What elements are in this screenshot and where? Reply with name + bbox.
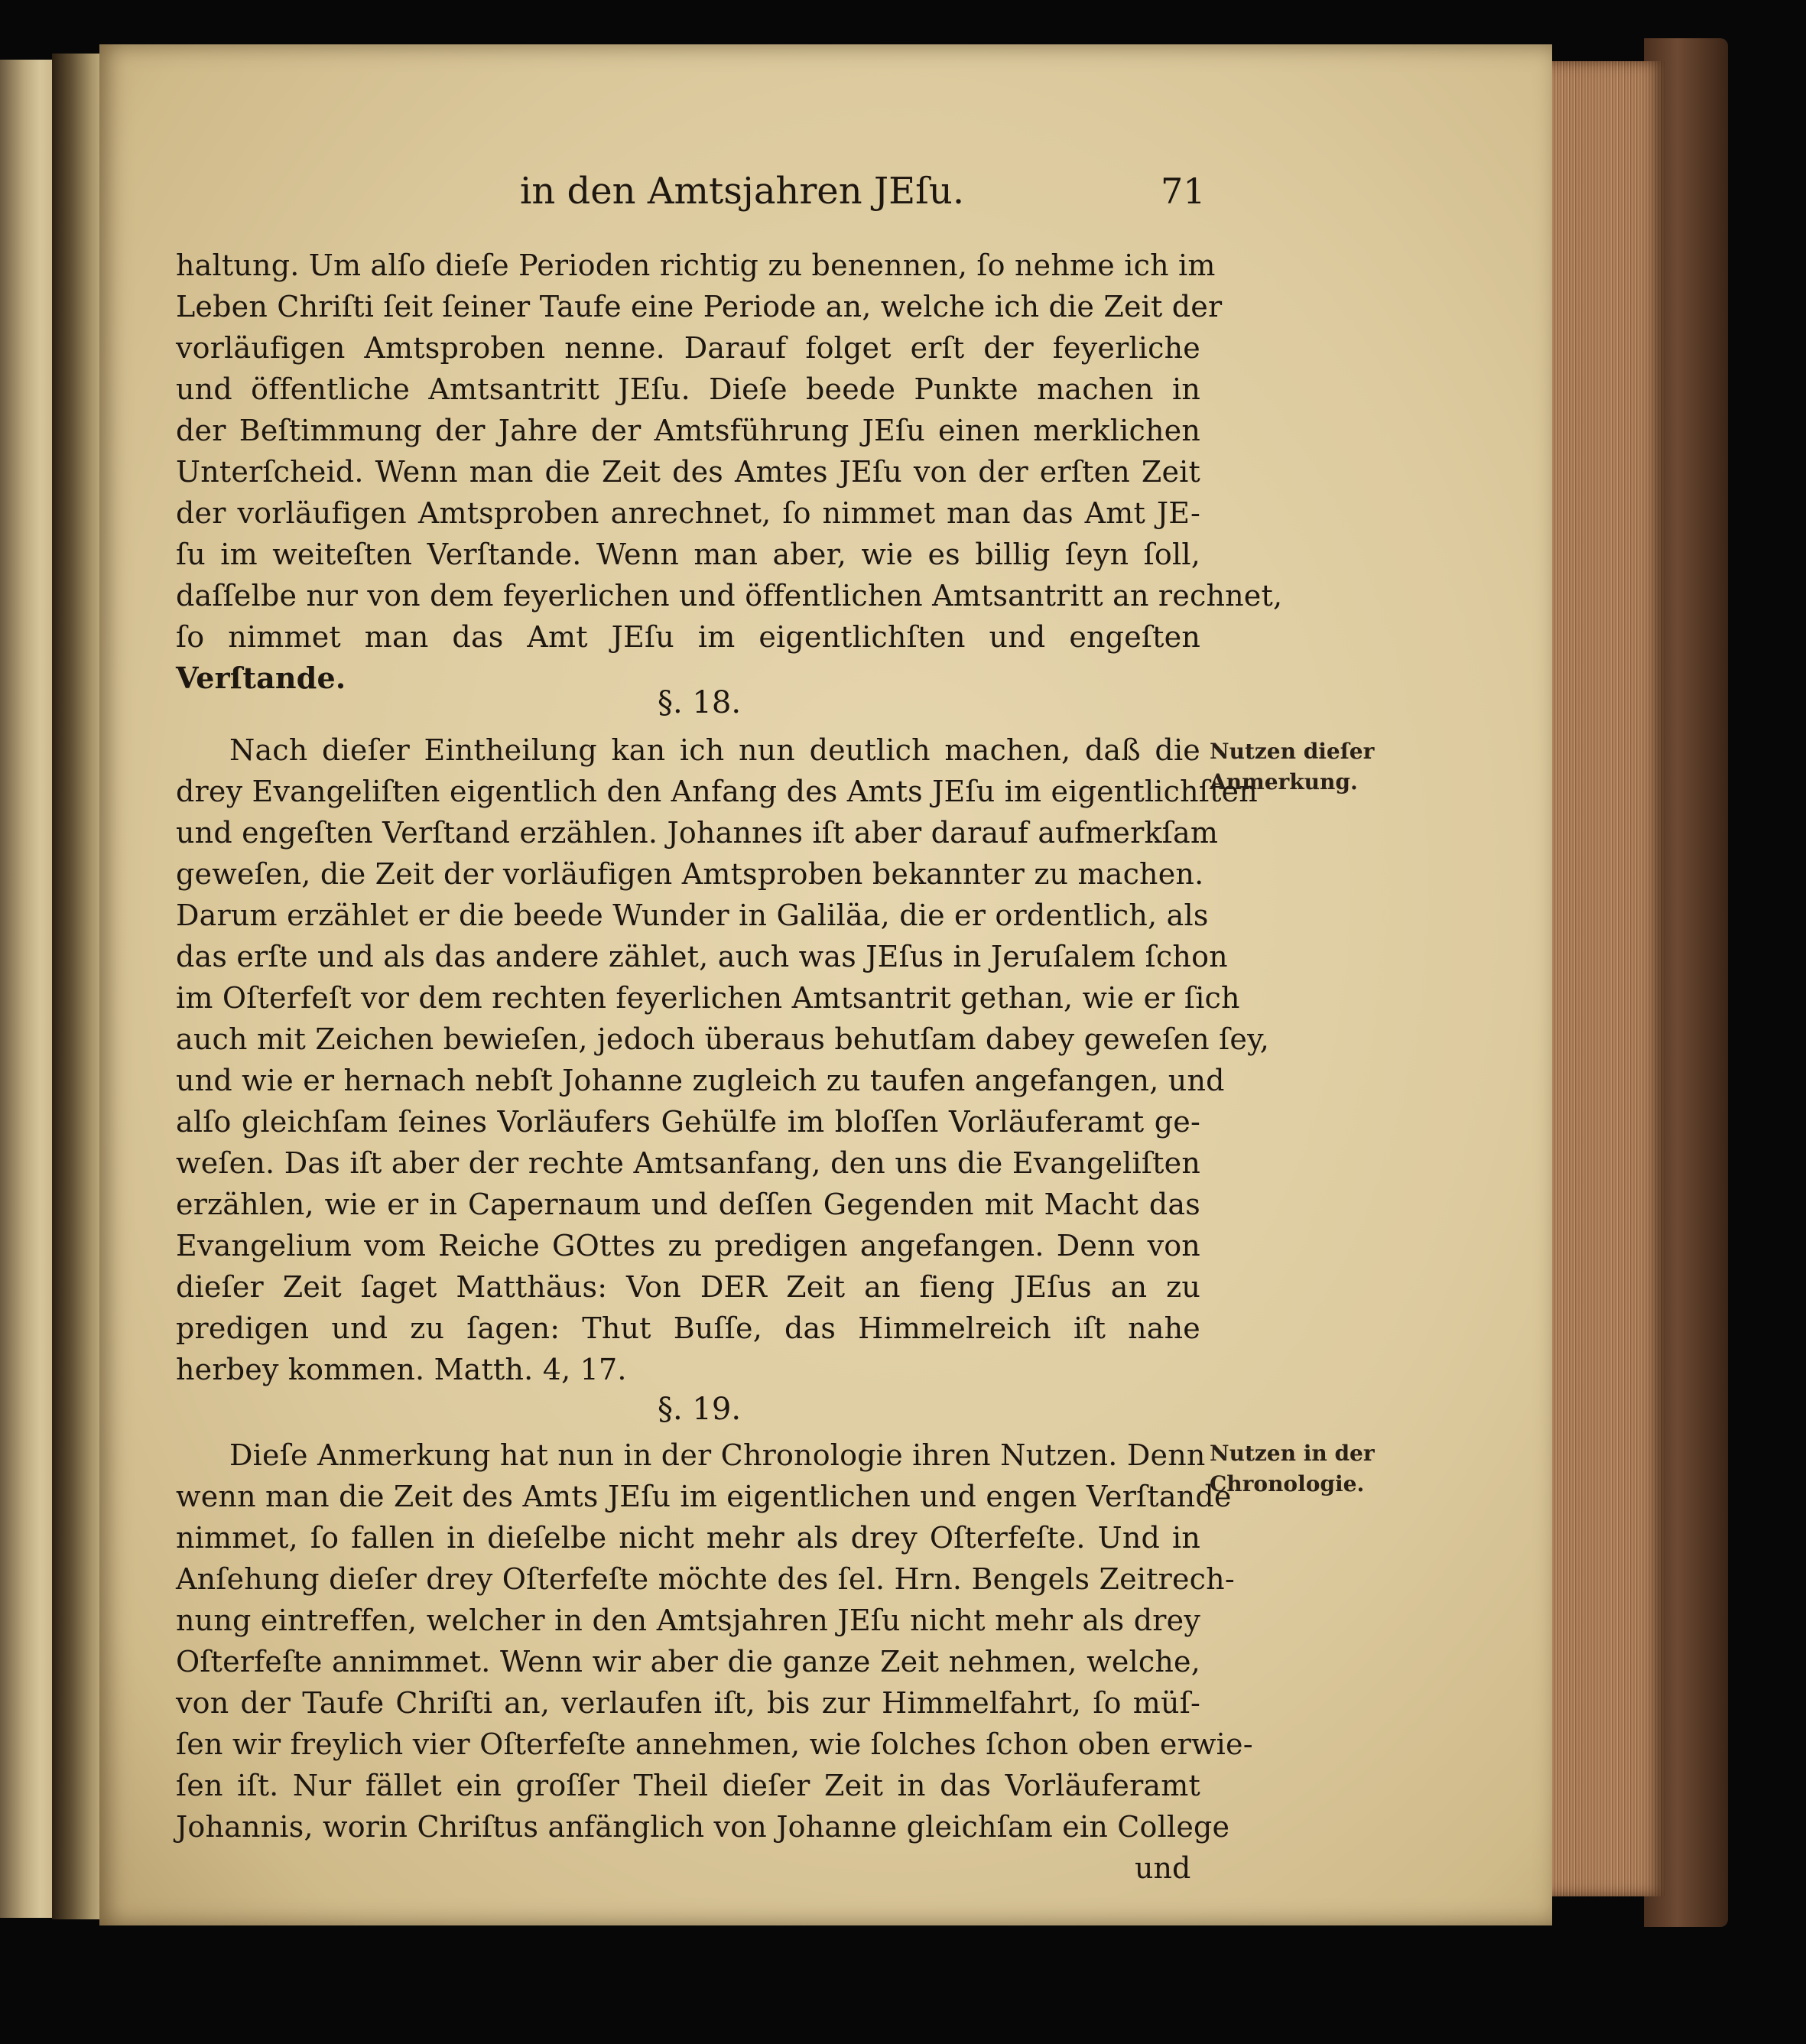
text-line: drey Evangeliſten eigentlich den Anfang des Amts JEſu im eigentlichſten: [176, 775, 1258, 808]
text-line: von der Taufe Chriſti an, verlaufen iſt, bis zur Himmelfahrt, ſo müſ-: [176, 1686, 1200, 1720]
margin-note-line: Nutzen dieſer: [1210, 739, 1375, 764]
page-fore-edge: [1538, 61, 1665, 1896]
text-line: dieſer Zeit ſaget Matthäus: Von DER Zeit an fieng JEſus an zu: [176, 1270, 1200, 1304]
text-line: Unterſcheid. Wenn man die Zeit des Amtes JEſu von der erſten Zeit: [176, 455, 1200, 489]
catchword: und: [1135, 1851, 1191, 1885]
text-line: erzählen, wie er in Capernaum und deſſen Gegenden mit Macht das: [176, 1188, 1200, 1221]
text-line: predigen und zu ſagen: Thut Buſſe, das Himmelreich iſt nahe: [176, 1311, 1200, 1345]
text-line: Johannis, worin Chriſtus anfänglich von Johanne gleichſam ein College: [176, 1810, 1230, 1844]
text-line: Nach dieſer Eintheilung kan ich nun deutlich machen, daß die: [229, 733, 1200, 767]
text-line: nimmet, ſo fallen in dieſelbe nicht mehr als drey Oſterfeſte. Und in: [176, 1521, 1200, 1555]
text-line: der Beſtimmung der Jahre der Amtsführung JEſu einen merklichen: [176, 414, 1200, 447]
text-line: das erſte und als das andere zählet, auch was JEſus in Jeruſalem ſchon: [176, 940, 1228, 973]
text-line: nung eintreffen, welcher in den Amtsjahren JEſu nicht mehr als drey: [176, 1604, 1200, 1637]
text-line: Verſtande.: [176, 661, 346, 695]
section-heading-19: §. 19.: [658, 1392, 742, 1427]
text-line: Darum erzählet er die beede Wunder in Galiläa, die er ordentlich, als: [176, 899, 1209, 932]
text-line: ſen iſt. Nur fället ein groſſer Theil dieſer Zeit in das Vorläuferamt: [176, 1769, 1200, 1802]
margin-note-line: Anmerkung.: [1210, 769, 1358, 795]
text-line: ſu im weiteſten Verſtande. Wenn man aber, wie es billig ſeyn ſoll,: [176, 538, 1200, 571]
text-line: der vorläufigen Amtsproben anrechnet, ſo nimmet man das Amt JE-: [176, 496, 1200, 530]
left-page-edge: [0, 60, 54, 1918]
text-line: geweſen, die Zeit der vorläufigen Amtsproben bekannter zu machen.: [176, 857, 1204, 891]
text-line: auch mit Zeichen bewieſen, jedoch überaus behutſam dabey geweſen ſey,: [176, 1022, 1269, 1056]
text-line: alſo gleichſam ſeines Vorläufers Gehülfe im bloſſen Vorläuferamt ge-: [176, 1105, 1200, 1139]
text-line: ſo nimmet man das Amt JEſu im eigentlichſten und engeſten: [176, 620, 1200, 654]
section-heading-18: §. 18.: [658, 685, 742, 720]
book-gutter: [52, 54, 106, 1919]
text-line: Anſehung dieſer drey Oſterfeſte möchte des ſel. Hrn. Bengels Zeitrech-: [176, 1562, 1235, 1596]
text-line: herbey kommen. Matth. 4, 17.: [176, 1353, 627, 1386]
text-line: Leben Chriſti ſeit ſeiner Taufe eine Periode an, welche ich die Zeit der: [176, 290, 1223, 323]
text-line: vorläufigen Amtsproben nenne. Darauf folget erſt der feyerliche: [176, 331, 1200, 365]
text-line: und engeſten Verſtand erzählen. Johannes iſt aber darauf aufmerkſam: [176, 816, 1219, 850]
text-line: und öffentliche Amtsantritt JEſu. Dieſe beede Punkte machen in: [176, 372, 1200, 406]
page-number: 71: [1161, 171, 1206, 212]
text-line: Dieſe Anmerkung hat nun in der Chronologie ihren Nutzen. Denn: [229, 1438, 1206, 1472]
text-line: und wie er hernach nebſt Johanne zugleich zu taufen angefangen, und: [176, 1064, 1225, 1097]
text-line: weſen. Das iſt aber der rechte Amtsanfang, den uns die Evangeliſten: [176, 1146, 1200, 1180]
margin-note-line: Chronologie.: [1210, 1471, 1365, 1496]
margin-note-line: Nutzen in der: [1210, 1441, 1375, 1466]
text-line: haltung. Um alſo dieſe Perioden richtig zu benennen, ſo nehme ich im: [176, 249, 1216, 282]
text-line: Evangelium vom Reiche GOttes zu predigen angefangen. Denn von: [176, 1229, 1200, 1262]
text-line: Oſterfeſte annimmet. Wenn wir aber die ganze Zeit nehmen, welche,: [176, 1645, 1200, 1678]
text-line: wenn man die Zeit des Amts JEſu im eigentlichen und engen Verſtande: [176, 1480, 1232, 1513]
text-line: daſſelbe nur von dem feyerlichen und öffentlichen Amtsantritt an rechnet,: [176, 579, 1283, 613]
text-line: im Oſterfeſt vor dem rechten feyerlichen Amtsantrit gethan, wie er ſich: [176, 981, 1240, 1015]
text-line: ſen wir freylich vier Oſterfeſte annehmen, wie ſolches ſchon oben erwie-: [176, 1727, 1253, 1761]
running-header: in den Amtsjahren JEſu.: [520, 170, 965, 213]
